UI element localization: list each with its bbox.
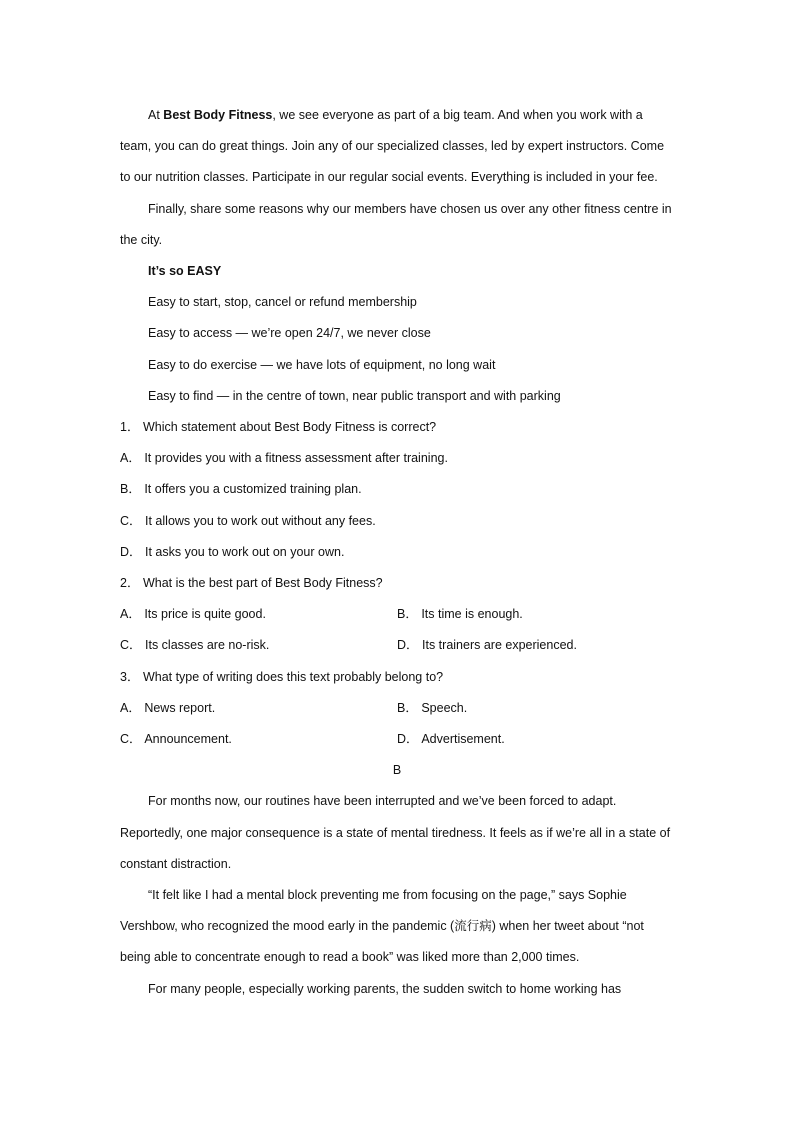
options-row: [120, 630, 674, 661]
option-1a: [120, 443, 674, 474]
options-row: [120, 724, 674, 755]
option-text: Its trainers are experienced.: [422, 638, 577, 653]
passage-b-paragraph-2: “It felt like I had a mental block preventing me from focusing on the page,” says Sophie Vershbow, who recognized the mood early in the pandemic (流行病) when her tweet about “not being able to concentrate enough to read a book” was liked more than 2,000 times.: [120, 888, 644, 965]
question-3: [120, 662, 674, 693]
question-text: What type of writing does this text probably belong to?: [142, 669, 444, 684]
easy-item: Easy to access — we’re open 24/7, we never close: [148, 326, 431, 341]
option-label: A．: [120, 451, 141, 466]
option-1b: [120, 474, 674, 505]
option-label: D．: [397, 638, 419, 653]
option-2b: [397, 599, 523, 630]
option-label: A．: [120, 607, 141, 622]
question-number: 3．: [120, 669, 140, 684]
easy-item: Easy to find — in the centre of town, near public transport and with parking: [148, 388, 561, 403]
easy-heading: It’s so EASY: [148, 264, 222, 279]
option-2a: [120, 599, 397, 630]
question-text: What is the best part of Best Body Fitness?: [142, 576, 383, 591]
option-label: C．: [120, 513, 142, 528]
option-label: B．: [120, 482, 141, 497]
section-letter-b: B: [392, 763, 402, 778]
passage-a-paragraph-1: [120, 100, 674, 194]
option-1d: [120, 537, 674, 568]
option-label: D．: [397, 732, 419, 747]
para1-prefix: At: [148, 108, 164, 122]
option-text: Its price is quite good.: [144, 607, 266, 622]
question-2: [120, 568, 674, 599]
passage-b-paragraph-1: For months now, our routines have been interrupted and we’ve been forced to adapt. Reportedly, one major consequence is a state of mental tiredness. It feels as if we’re all in a state of constant distraction.: [120, 794, 671, 871]
options-row: [120, 693, 674, 724]
easy-item: Easy to start, stop, cancel or refund membership: [148, 295, 417, 310]
option-text: News report.: [144, 700, 216, 715]
passage-b-paragraph-3: For many people, especially working parents, the sudden switch to home working has: [148, 981, 622, 996]
option-text: Speech.: [421, 700, 468, 715]
option-3c: [120, 724, 397, 755]
question-number: 2．: [120, 576, 140, 591]
option-3d: [397, 724, 505, 755]
question-text: Which statement about Best Body Fitness is correct?: [142, 420, 437, 435]
option-label: B．: [397, 607, 418, 622]
easy-item: Easy to do exercise — we have lots of equipment, no long wait: [148, 357, 496, 372]
option-text: Announcement.: [144, 732, 232, 747]
option-2d: [397, 630, 577, 661]
option-label: D．: [120, 544, 142, 559]
option-text: It asks you to work out on your own.: [145, 544, 345, 559]
passage-a-paragraph-2: Finally, share some reasons why our members have chosen us over any other fitness centre in the city.: [120, 201, 672, 247]
option-text: Its classes are no-risk.: [145, 638, 270, 653]
question-number: 1．: [120, 420, 140, 435]
option-3a: [120, 693, 397, 724]
option-label: B．: [397, 700, 418, 715]
option-text: It offers you a customized training plan.: [144, 482, 362, 497]
option-text: It provides you with a fitness assessment after training.: [144, 451, 448, 466]
option-label: C．: [120, 638, 142, 653]
option-2c: [120, 630, 397, 661]
options-row: [120, 599, 674, 630]
option-text: Advertisement.: [421, 732, 505, 747]
option-1c: [120, 506, 674, 537]
para1-rest: , we see everyone as part of a big team. And when you work with a team, you can do great things. Join any of our specialized classes, led by expert instructors. Come to our nutrition classes. Participate in our regular social events. Everything is included in your fee.: [120, 108, 665, 185]
option-label: C．: [120, 732, 142, 747]
option-3b: [397, 693, 467, 724]
question-1: [120, 412, 674, 443]
option-text: It allows you to work out without any fees.: [145, 513, 376, 528]
option-text: Its time is enough.: [421, 607, 523, 622]
brand-name: Best Body Fitness: [163, 108, 273, 122]
option-label: A．: [120, 700, 141, 715]
